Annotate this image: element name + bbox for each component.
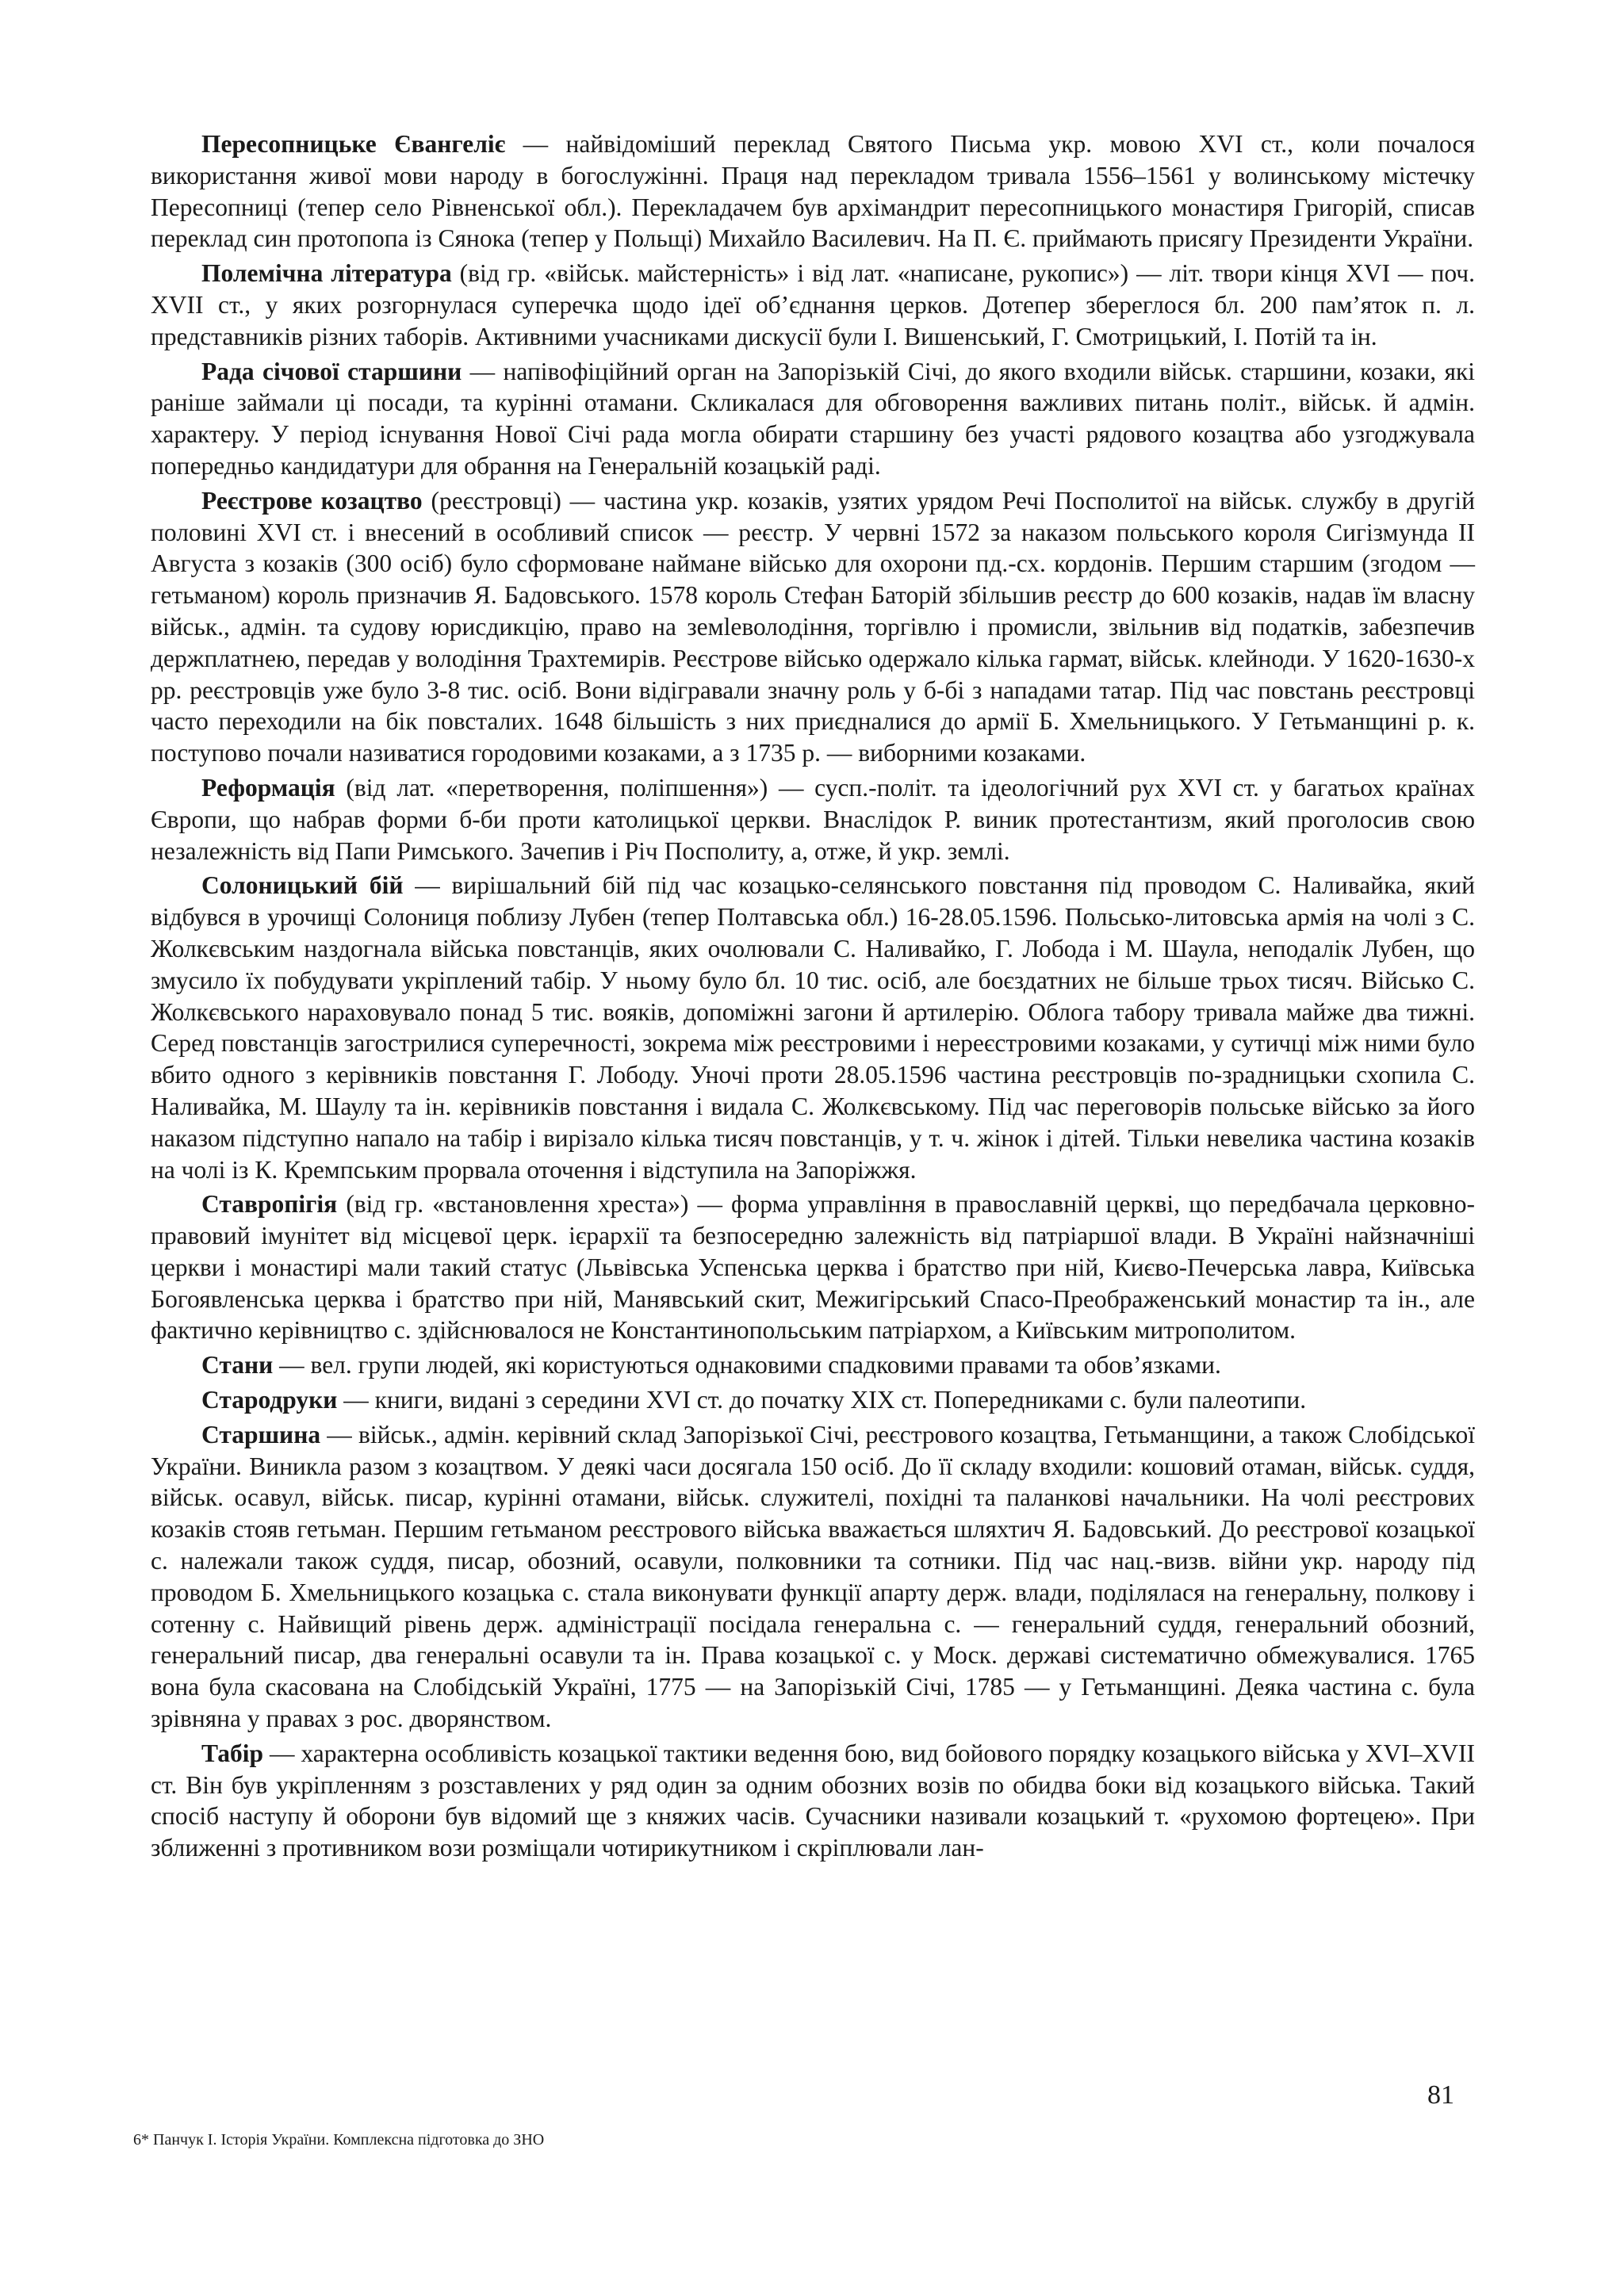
glossary-entry (151, 258, 1475, 352)
entry-definition: — найвідоміший переклад Святого Письма укр. мовою XVI ст., коли почалося використання живої мови народу в богослужінні. Праця над перекладом тривала 1556–1561 у волинському містечку Пересопниці (тепер село Рівненської обл.). Перекладачем був архімандрит пересопницького монастиря Григорій, списав переклад син протопопа із Сянока (тепер у Польщі) Михайло Василевич. На П. Є. приймають присягу Президенти України. (151, 130, 1475, 253)
entry-term: Полемічна література (201, 259, 452, 288)
entry-term: Реформація (201, 773, 335, 802)
entry-definition: — книги, видані з середини XVI ст. до початку XIX ст. Попередниками с. були палеотипи. (337, 1386, 1307, 1414)
entry-term: Рада січової старшини (201, 357, 462, 385)
glossary-entry (151, 128, 1475, 254)
entry-term: Солоницький бій (201, 871, 404, 900)
entry-term: Стародруки (201, 1386, 338, 1414)
glossary-entry (151, 1349, 1475, 1381)
entry-definition: — військ., адмін. керівний склад Запорізької Січі, реєстрового козацтва, Гетьманщини, а також Слобідської України. Виникла разом з козацтвом. У деякі часи досягала 150 осіб. До її складу входили: кошовий отаман, військ. суддя, військ. осавул, військ. писар, курінні отамани, військ. служителі, похідні та паланкові начальники. На чолі реєстрових козаків стояв гетьман. Першим гетьманом реєстрового війська вважається шляхтич Я. Бадовський. До реєстрової козацької с. належали також суддя, писар, обозний, осавули, полковники та сотники. Під час нац.-визв. війни укр. народу під проводом Б. Хмельницького козацька с. стала виконувати функції апарту держ. влади, поділялася на генеральну, полкову і сотенну с. Найвищий рівень держ. адміністрації посідала генеральна с. — генеральний суддя, генеральний обозний, генеральний писар, два генеральні осавули та ін. Права козацької с. у Моск. державі систематично обмежувалися. 1765 вона була скасована на Слобідській Україні, 1775 — на Запорізькій Січі, 1785 — у Гетьманщині. Деяка частина с. була зрівняна у правах з рос. дворянством. (151, 1420, 1475, 1733)
entry-definition: (від гр. «встановлення хреста») — форма управління в православній церкві, що передбачала церковно-правовий імунітет від місцевої церк. ієрархії та безпосередню залежність від патріаршої влади. В Україні найзначніші церкви і монастирі мали такий статус (Львівська Успенська церква і братство при ній, Києво-Печерська лавра, Київська Богоявленська церква і братство при ній, Манявський скит, Межигірський Спасо-Преображенський монастир та ін., але фактично керівництво с. здійснювалося не Константинопольським патріархом, а Київським митрополитом. (151, 1190, 1475, 1345)
entry-term: Реєстрове козацтво (201, 486, 423, 515)
entry-definition: (реєстровці) — частина укр. козаків, узятих урядом Речі Посполитої на військ. службу в другій половині XVI ст. і внесений в особливий список — реєстр. У червні 1572 за наказом польського короля Сигізмунда II Августа з козаків (300 осіб) було сформоване наймане військо для охорони пд.-сх. кордонів. Першим старшим (згодом — гетьманом) король призначив Я. Бадовського. 1578 король Стефан Баторій збільшив реєстр до 600 козаків, надав їм власну військ., адмін. та судову юрисдикцію, право на земleволодіння, торгівлю і промисли, звільнив від податків, забезпечив держплатнею, передав у володіння Трахтемирів. Реєстрове військо одержало кілька гармат, військ. клейноди. У 1620-1630-х рр. реєстровців уже було 3-8 тис. осіб. Вони відігравали значну роль у б-бі з нападами татар. Під час повстань реєстровці часто переходили на бік повсталих. 1648 більшість з них приєдналися до армії Б. Хмельницького. У Гетьманщині р. к. поступово почали називатися городовими козаками, а з 1735 р. — виборними козаками. (151, 486, 1476, 767)
glossary-entry (151, 1738, 1475, 1864)
glossary-body (151, 128, 1475, 1867)
entry-definition: (від гр. «військ. майстерність» і від лат. «написане, рукопис») — літ. твори кінця XVI — поч. XVII ст., у яких розгорнулася суперечка щодо ідеї об’єднання церков. Дотепер збереглося бл. 200 пам’яток п. л. представників різних таборів. Активними учасниками дискусії були І. Вишенський, Г. Смотрицький, І. Потій та ін. (151, 259, 1475, 350)
glossary-entry (151, 1384, 1475, 1416)
entry-term: Стани (201, 1351, 274, 1380)
page-number: 81 (1427, 2080, 1454, 2110)
entry-term: Табір (201, 1739, 263, 1767)
entry-term: Ставропігія (201, 1190, 338, 1219)
entry-term: Пересопницьке Євангеліє (201, 130, 506, 158)
entry-definition: — характерна особливість козацької тактики ведення бою, вид бойового порядку козацького війська у XVI–XVII ст. Він був укріпленням з розставлених у ряд один за одним обозних возів по обидва боки від козацького війська. Такий спосіб наступу й оборони був відомий ще з княжих часів. Сучасники називали козацький т. «рухомою фортецею». При зближенні з противником вози розміщали чотирикутником і скріплювали лан- (151, 1739, 1475, 1862)
entry-term: Старшина (201, 1420, 321, 1448)
glossary-entry (151, 356, 1475, 482)
glossary-entry (151, 870, 1475, 1185)
glossary-entry (151, 772, 1475, 867)
entry-definition: — вирішальний бій під час козацько-селянського повстання під проводом С. Наливайка, який відбувся в урочищі Солониця поблизу Лубен (тепер Полтавська обл.) 16-28.05.1596. Польсько-литовська армія на чолі з С. Жолкєвським наздогнала війська повстанців, яких очолювали С. Наливайко, Г. Лобода і М. Шаула, неподалік Лубен, що змусило їх побудувати укріплений табір. У ньому було бл. 10 тис. осіб, але боєздатних не більше трьох тисяч. Військо С. Жолкєвського нараховувало понад 5 тис. вояків, допоміжні загони й артилерію. Облога табору тривала майже два тижні. Серед повстанців загострилися суперечності, зокрема між реєстровими і нереєстровими козаками, у сутичці між ними було вбито одного з керівників повстання Г. Лободу. Уночі проти 28.05.1596 частина реєстровців по-зрадницьки схопила С. Наливайка, М. Шаулу та ін. керівників повстання і видала С. Жолкєвському. Під час переговорів польське військо за його наказом підступно напало на табір і вирізало кілька тисяч повстанців, у т. ч. жінок і дітей. Тільки невелика частина козаків на чолі із К. Кремпським прорвала оточення і відступила на Запоріжжя. (151, 871, 1475, 1184)
glossary-entry (151, 1188, 1475, 1346)
glossary-entry (151, 1419, 1475, 1735)
footer-note: 6* Панчук І. Історія України. Комплексна підготовка до ЗНО (133, 2131, 545, 2149)
entry-definition: — вел. групи людей, які користуються однаковими спадковими правами та обов’язками. (273, 1351, 1221, 1380)
glossary-entry (151, 485, 1475, 769)
entry-definition: (від лат. «перетворення, поліпшення») — сусп.-політ. та ідеологічний рух XVI ст. у багатьох країнах Європи, що набрав форми б-би проти католицької церкви. Внаслідок Р. виник протестантизм, який проголосив свою незалежність від Папи Римського. Зачепив і Річ Посполиту, а, отже, й укр. землі. (151, 773, 1475, 865)
entry-definition: — напівофіційний орган на Запорізькій Січі, до якого входили військ. старшини, козаки, які раніше займали ці посади, та курінні отамани. Скликалася для обговорення важливих питань політ., військ. й адмін. характеру. У період існування Нової Січі рада могла обирати старшину без участі рядового козацтва або узгоджувала попередньо кандидатури для обрання на Генеральній козацькій раді. (151, 357, 1475, 480)
